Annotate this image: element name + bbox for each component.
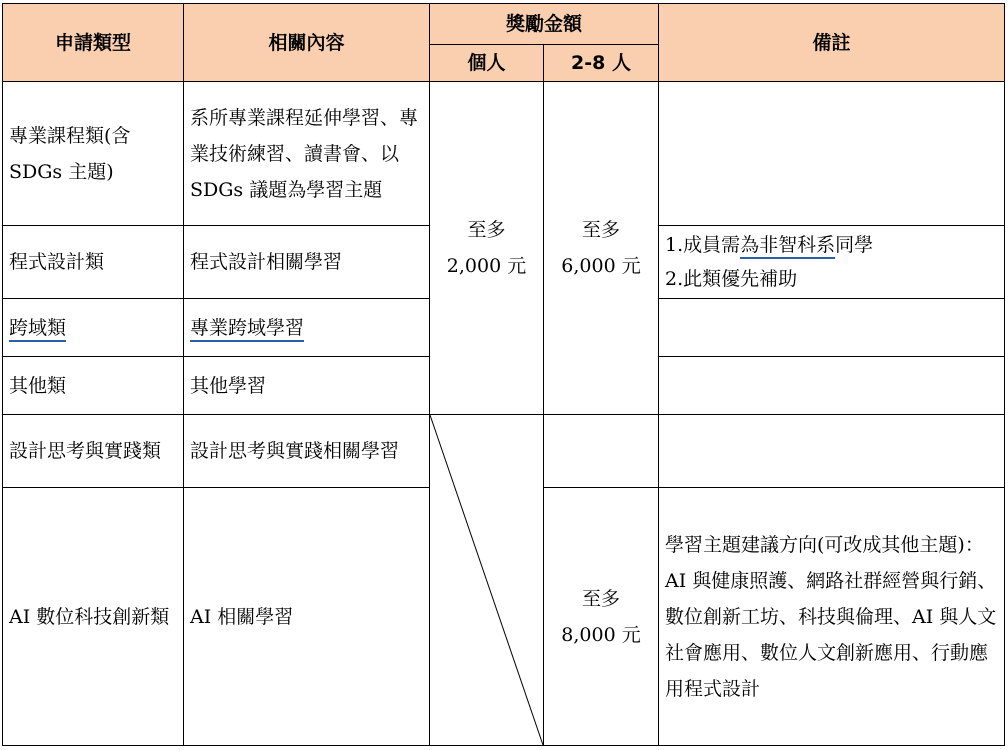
row-type: AI 數位科技創新類 — [3, 488, 184, 746]
award-table — [2, 3, 1005, 746]
row-type: 程式設計類 — [3, 226, 184, 299]
row-content: 系所專業課程延伸學習、專業技術練習、讀書會、以 SDGs 議題為學習主題 — [184, 82, 430, 226]
note-line-2: 2.此類優先補助 — [665, 268, 798, 290]
amount-individual — [430, 82, 544, 415]
amount-prefix: 至多 — [582, 219, 621, 241]
row-note-empty — [659, 299, 1005, 357]
amount-team — [544, 488, 659, 746]
amount-team — [544, 82, 659, 415]
row-note-empty — [659, 357, 1005, 415]
header-type: 申請類型 — [3, 4, 184, 82]
header-individual: 個人 — [430, 45, 544, 82]
amount-prefix: 至多 — [582, 587, 621, 610]
row-content: 其他學習 — [184, 357, 430, 415]
row-note — [659, 226, 1005, 299]
header-group: 2-8 人 — [544, 45, 659, 82]
amount-value: 2,000 元 — [446, 255, 527, 277]
row-content: 設計思考與實踐相關學習 — [184, 415, 430, 488]
row-type: 專業課程類(含SDGs 主題) — [3, 82, 184, 226]
row-type: 其他類 — [3, 357, 184, 415]
row-content: 程式設計相關學習 — [184, 226, 430, 299]
row-note-empty — [659, 415, 1005, 488]
amount-value: 8,000 元 — [561, 623, 641, 646]
row-content: AI 相關學習 — [184, 488, 430, 746]
underlined-text: 專業跨域學習 — [190, 317, 304, 342]
row-group-empty — [544, 415, 659, 488]
row-type: 設計思考與實踐類 — [3, 415, 184, 488]
amount-value: 6,000 元 — [561, 255, 641, 277]
note-line-1: 1.成員需為非智科系同學 — [665, 228, 998, 262]
row-type — [3, 299, 184, 357]
header-amount: 獎勵金額 — [430, 4, 659, 45]
row-content — [184, 299, 430, 357]
row-note: 學習主題建議方向(可改成其他主題)：AI 與健康照護、網路社群經營與行銷、數位創新工坊、科技與倫理、AI 與人文社會應用、數位人文創新應用、行動應用程式設計 — [659, 488, 1005, 746]
header-content: 相關內容 — [184, 4, 430, 82]
diagonal-slash — [430, 415, 543, 745]
amount-individual-na — [430, 415, 544, 746]
row-note-empty — [659, 82, 1005, 226]
underlined-text: 跨域類 — [9, 317, 66, 342]
header-note: 備註 — [659, 4, 1005, 82]
amount-prefix: 至多 — [467, 219, 506, 241]
underlined-text: 為非智科系 — [740, 234, 835, 259]
